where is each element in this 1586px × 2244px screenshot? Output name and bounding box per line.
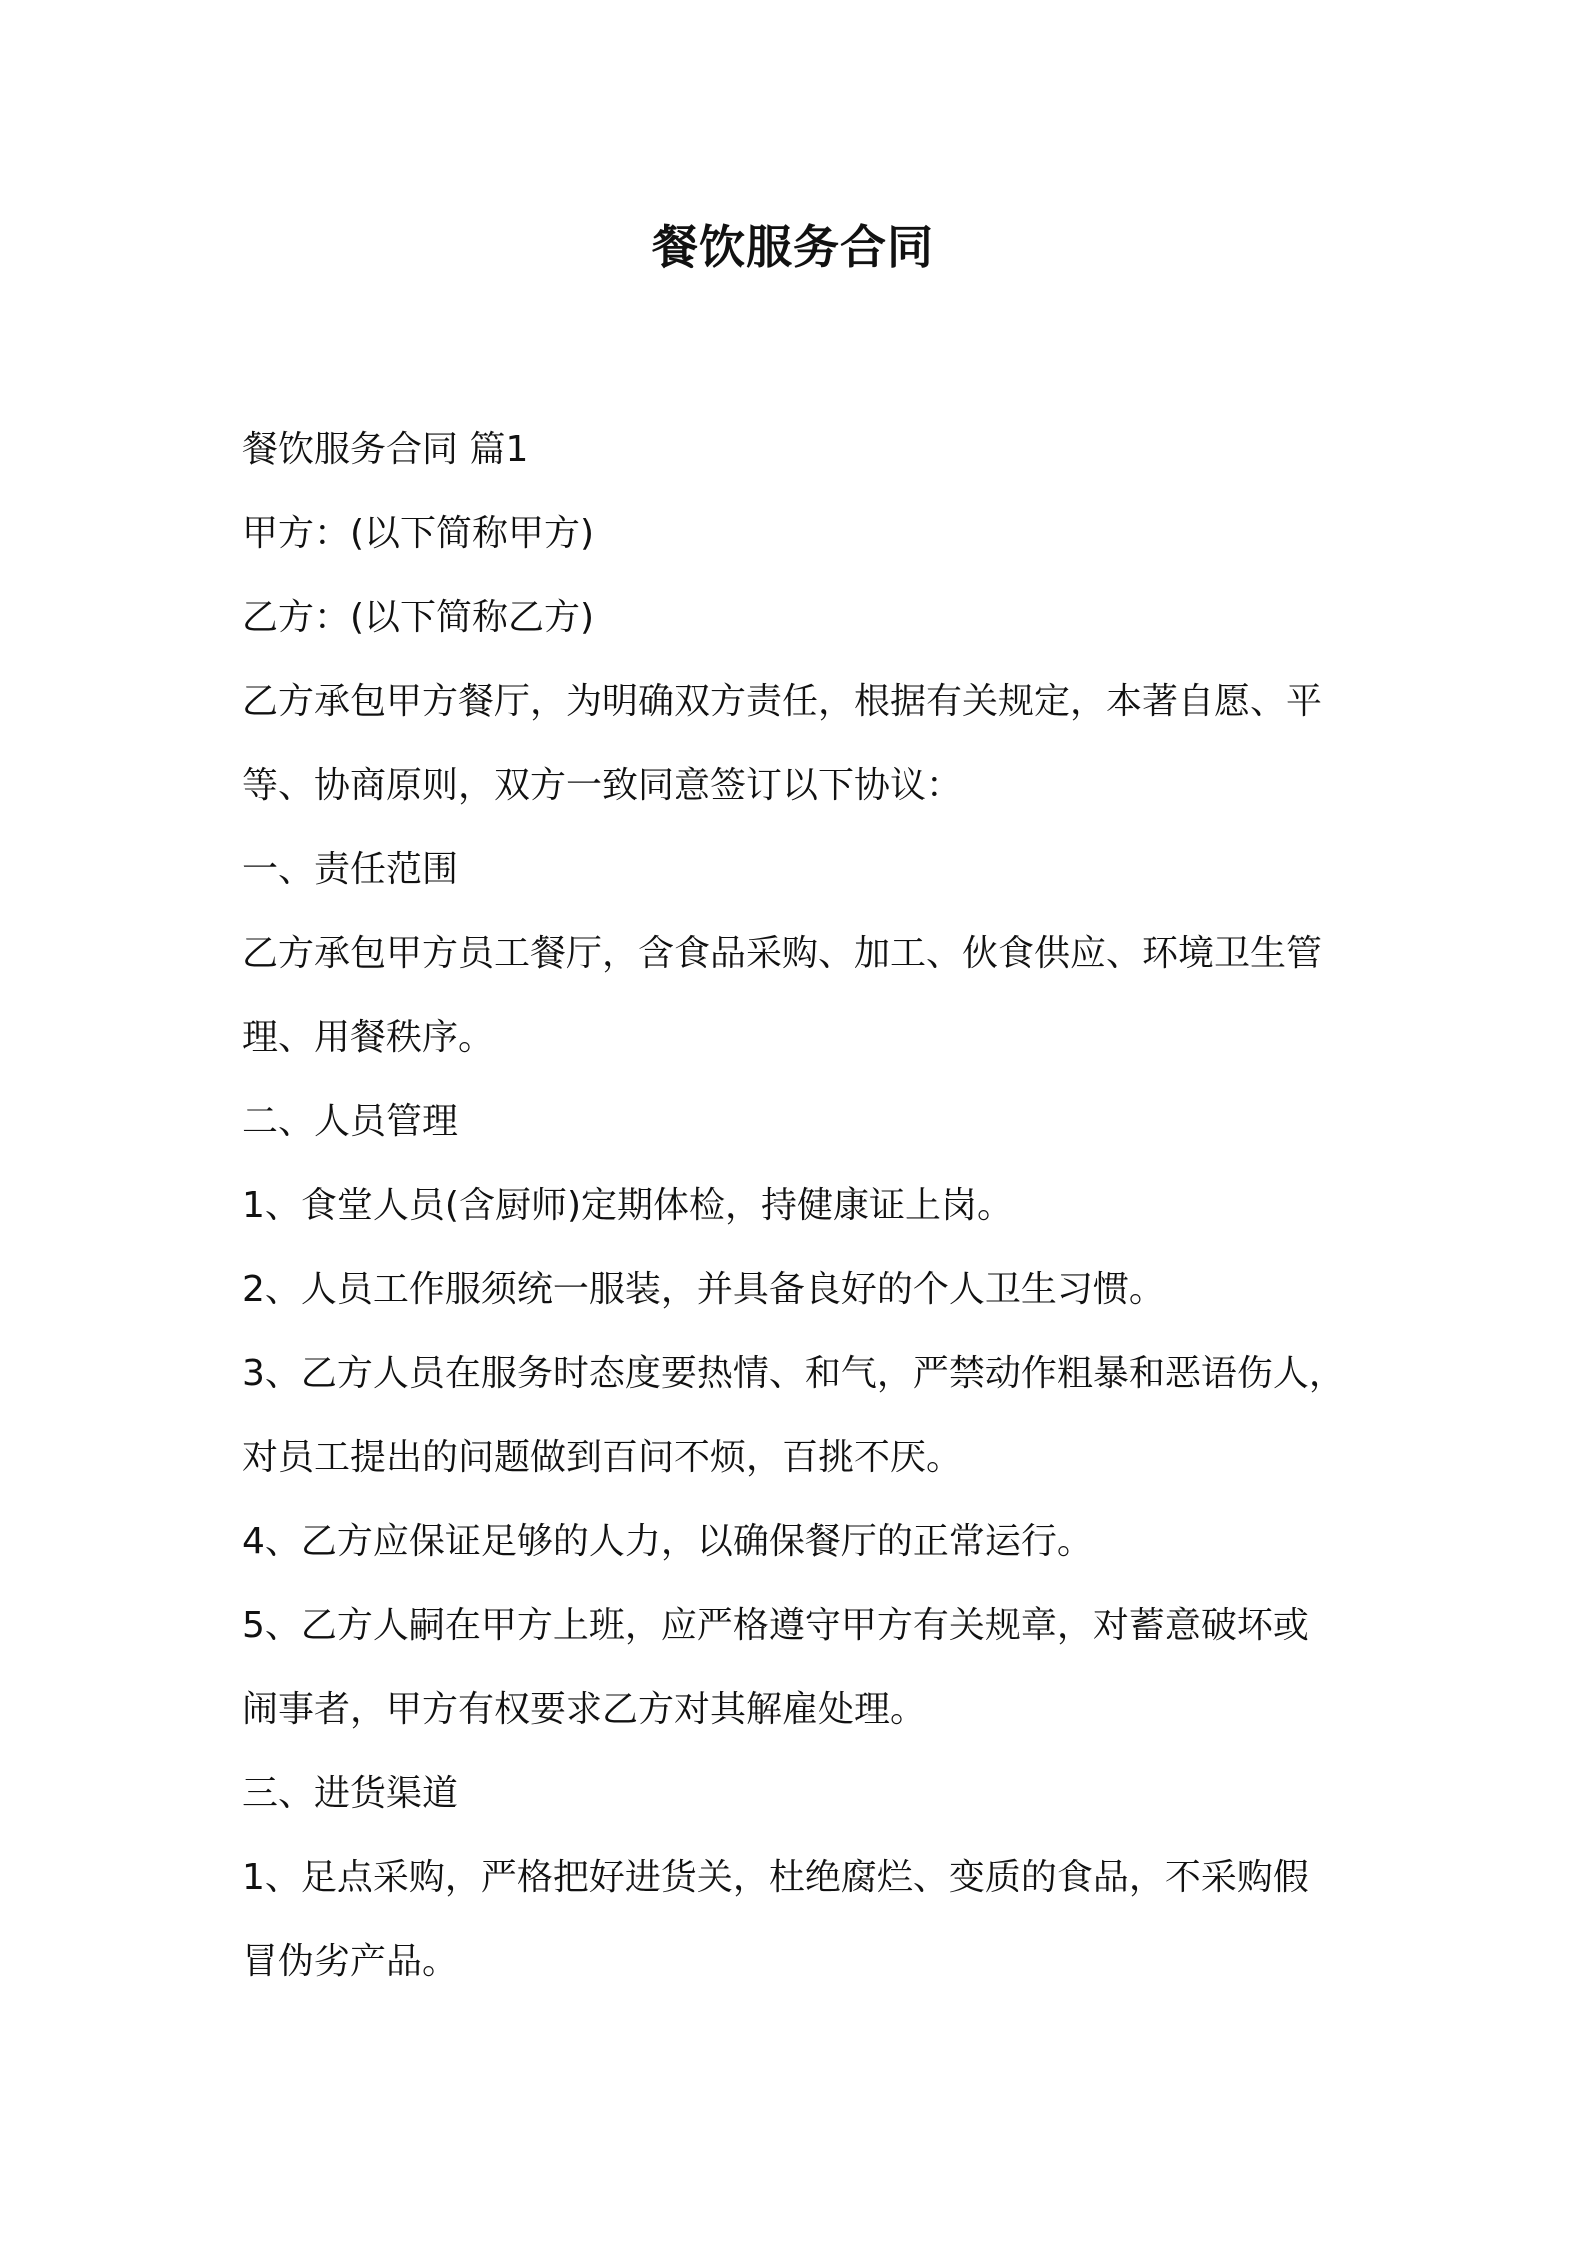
preamble-line-2: 等、协商原则，双方一致同意签订以下协议： bbox=[242, 765, 963, 806]
party-b-line: 乙方：(以下简称乙方) bbox=[242, 597, 595, 638]
purchasing-item-1-line-2: 冒伪劣产品。 bbox=[242, 1941, 459, 1982]
heading-personnel-management: 二、人员管理 bbox=[242, 1101, 459, 1142]
party-a-line: 甲方：(以下简称甲方) bbox=[242, 513, 595, 554]
document-body bbox=[242, 408, 1378, 2004]
section-heading-part-1: 餐饮服务合同 篇1 bbox=[242, 429, 529, 470]
personnel-item-2: 2、人员工作服须统一服装，并具备良好的个人卫生习惯。 bbox=[242, 1269, 1165, 1310]
personnel-item-5-line-1: 5、乙方人嗣在甲方上班，应严格遵守甲方有关规章，对蓄意破坏或 bbox=[242, 1605, 1309, 1646]
personnel-item-4: 4、乙方应保证足够的人力，以确保餐厅的正常运行。 bbox=[242, 1521, 1093, 1562]
preamble-line-1: 乙方承包甲方餐厅，为明确双方责任，根据有关规定，本著自愿、平 bbox=[242, 681, 1323, 722]
scope-line-1: 乙方承包甲方员工餐厅，含食品采购、加工、伙食供应、环境卫生管 bbox=[242, 933, 1323, 974]
heading-responsibility-scope: 一、责任范围 bbox=[242, 849, 459, 890]
personnel-item-3-line-2: 对员工提出的问题做到百问不烦，百挑不厌。 bbox=[242, 1437, 963, 1478]
scope-line-2: 理、用餐秩序。 bbox=[242, 1017, 495, 1058]
document-title: 餐饮服务合同 bbox=[652, 220, 934, 274]
personnel-item-3-line-1: 3、乙方人员在服务时态度要热情、和气，严禁动作粗暴和恶语伤人， bbox=[242, 1353, 1345, 1394]
personnel-item-5-line-2: 闹事者，甲方有权要求乙方对其解雇处理。 bbox=[242, 1689, 927, 1730]
heading-purchasing-channels: 三、进货渠道 bbox=[242, 1773, 459, 1814]
purchasing-item-1-line-1: 1、足点采购，严格把好进货关，杜绝腐烂、变质的食品，不采购假 bbox=[242, 1857, 1309, 1898]
personnel-item-1: 1、食堂人员(含厨师)定期体检，持健康证上岗。 bbox=[242, 1185, 1013, 1226]
